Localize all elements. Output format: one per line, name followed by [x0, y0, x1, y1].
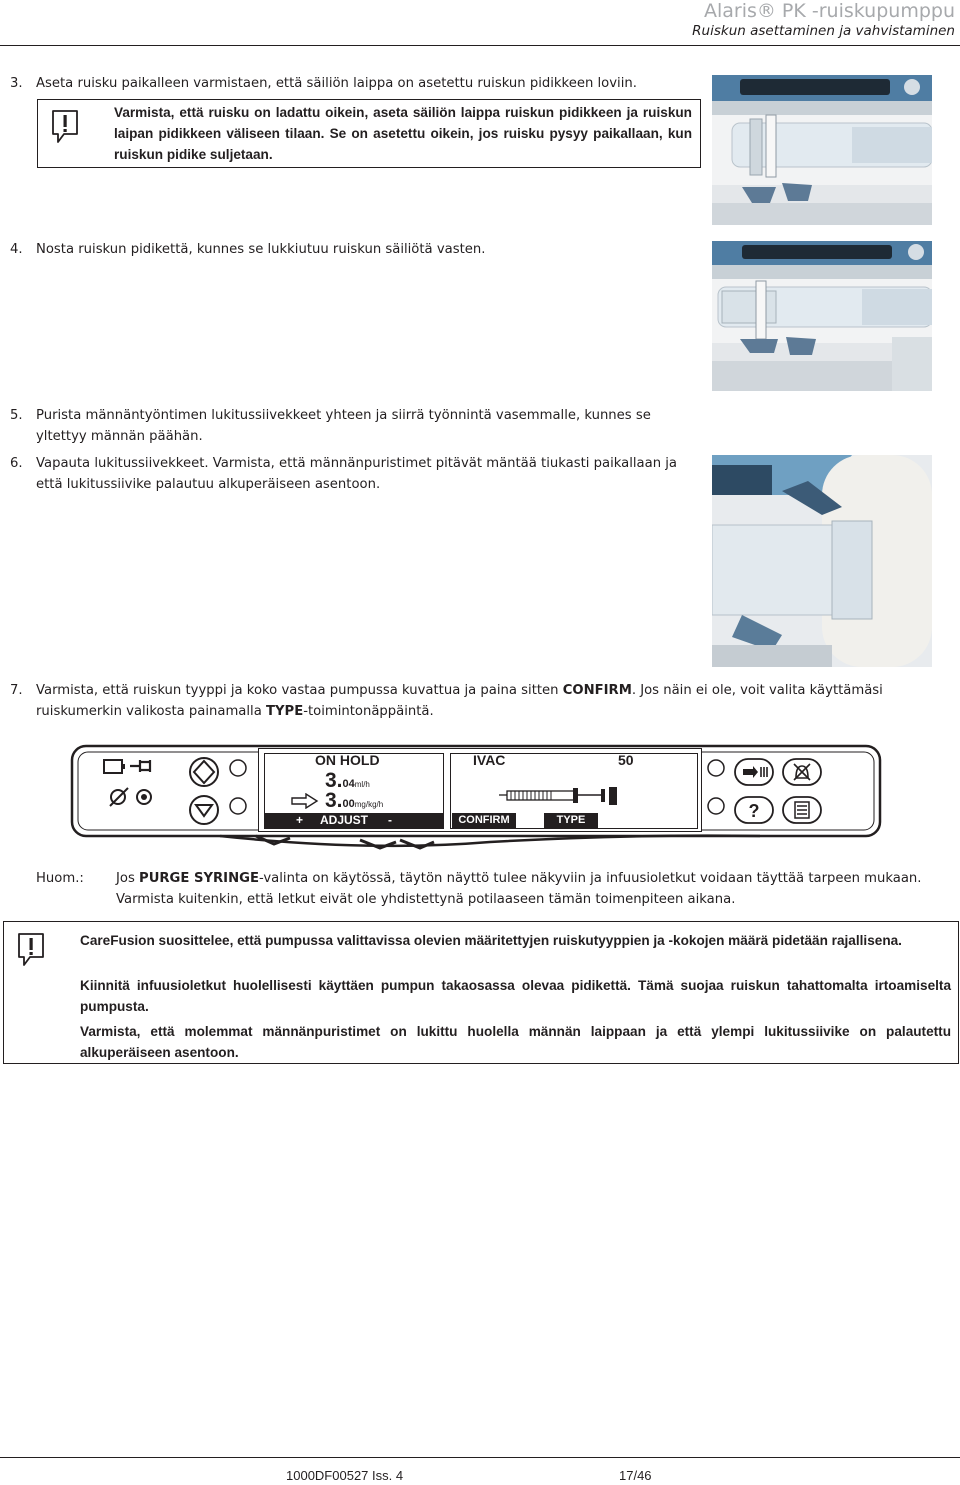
rate-1-decimal: 04 — [342, 778, 355, 790]
step-5-number: 5. — [10, 408, 23, 423]
rate-2-unit: mg/kg/h — [354, 800, 384, 809]
type-keyword: TYPE — [265, 704, 304, 719]
adjust-minus: - — [388, 813, 392, 827]
warning-1-text: Varmista, että ruisku on ladattu oikein, aseta säiliön laippa ruiskun pidikkeen ja ruiskun laipan pidikkeen väliseen tilaan. Se on asetettu oikein, jos ruisku pysyy paikallaan, kun ruiskun pidike suljetaan. — [114, 105, 692, 162]
step-6-text: Vapauta lukitussiivekkeet. Varmista, että männänpuristimet pitävät mäntää tiukasti paikallaan ja että lukitussiivike palautuu alkuperäiseen asentoon. — [36, 456, 678, 492]
rate-1-integer: 3. — [325, 769, 343, 792]
document-number: 1000DF00527 Iss. 4 — [286, 1468, 404, 1483]
confirm-keyword: CONFIRM — [562, 683, 632, 698]
rate-2 — [325, 789, 383, 813]
mode-text: IVAC — [473, 752, 506, 768]
silence-alarm-button[interactable] — [782, 758, 822, 786]
pressure-button[interactable] — [734, 758, 774, 786]
document-subtitle: Ruiskun asettaminen ja vahvistaminen — [692, 23, 955, 39]
confirm-softkey[interactable]: CONFIRM — [452, 813, 516, 828]
pump-front-panel — [70, 744, 884, 854]
syringe-clamp-photo — [712, 241, 932, 391]
purge-syringe-keyword: PURGE SYRINGE — [139, 871, 259, 886]
step-4-text: Nosta ruiskun pidikettä, kunnes se lukkiutuu ruiskun säiliötä vasten. — [36, 242, 486, 257]
on-off-icon — [106, 784, 158, 810]
status-text: ON HOLD — [315, 752, 380, 768]
warning-box-2 — [3, 921, 959, 1064]
step-7-number: 7. — [10, 683, 23, 698]
help-symbol: ? — [748, 801, 760, 821]
step-7-text-c: . Jos näin ei ole, voit valita käyttämäsi ruiskumerkin valikosta painamalla — [36, 683, 883, 719]
options-button[interactable] — [782, 796, 822, 824]
warning-box-1 — [37, 99, 701, 168]
footer-rule — [0, 1457, 960, 1458]
step-7-text — [36, 680, 945, 722]
note-text-c: -valinta on käytössä, täytön näyttö tulee näkyviin ja infuusioletkut voidaan täyttää tarpeen mukaan. Varmista kuitenkin, että letkut eivät ole yhdistettynä potilaaseen tämän toimenpiteen aikana. — [116, 871, 922, 907]
step-6-number: 6. — [10, 456, 23, 471]
syringe-loading-image — [712, 75, 932, 225]
step-7-text-a: Varmista, että ruiskun tyyppi ja koko vastaa pumpussa kuvattua ja paina sitten — [36, 683, 563, 698]
warning-2-para-3: Varmista, että molemmat männänpuristimet on lukittu huolella männän laippaan ja että ylempi lukitussiivike on palautettu alkuperäiseen asentoon. — [80, 1024, 951, 1060]
step-7 — [10, 680, 945, 719]
syringe-loading-photo — [712, 75, 932, 225]
syringe-clamp-image — [712, 241, 932, 391]
note-text — [116, 868, 956, 910]
rate-2-decimal: 00 — [342, 798, 355, 810]
step-7-text-e: -toimintonäppäintä. — [303, 704, 434, 719]
syringe-icon — [499, 785, 619, 807]
lcd-display — [258, 748, 702, 832]
warning-2-para-1: CareFusion suosittelee, että pumpussa valittavissa olevien määritettyjen ruiskutyyppien ja -kokojen määrä pidetään rajallisena. — [80, 933, 902, 948]
step-4-number: 4. — [10, 242, 23, 257]
warning-2-para-2: Kiinnitä infuusioletkut huolellisesti käyttäen pumpun takaosassa olevaa pidikettä. Tämä suojaa ruiskun tahattomalta irtoamiselta pumpusta. — [80, 978, 951, 1014]
step-5 — [10, 405, 700, 444]
note-label: Huom.: — [36, 871, 84, 886]
ac-power-battery-icon — [102, 756, 158, 778]
page-number: 17/46 — [619, 1468, 652, 1483]
adjust-plus: + — [296, 813, 304, 827]
type-softkey[interactable]: TYPE — [544, 813, 598, 828]
plunger-clamp-photo — [712, 455, 932, 667]
rate-1-unit: ml/h — [354, 780, 370, 789]
step-3-number: 3. — [10, 76, 23, 91]
document-title: Alaris® PK -ruiskupumppu — [703, 0, 955, 22]
header-rule — [0, 45, 960, 46]
rate-2-integer: 3. — [325, 789, 343, 812]
step-3 — [10, 73, 710, 94]
arrow-icon — [291, 793, 319, 809]
step-5-text: Purista männäntyöntimen lukitussiivekkeet yhteen ja siirrä työnnintä vasemmalle, kunnes se yltettyy männän päähän. — [36, 408, 651, 444]
right-indent-circles — [706, 756, 726, 820]
note-text-a: Jos — [116, 871, 140, 886]
step-6 — [10, 453, 700, 492]
warning-icon-2 — [16, 932, 46, 968]
step-4 — [10, 239, 700, 260]
adjust-label: ADJUST — [320, 813, 369, 827]
adjust-softkey-bar[interactable] — [264, 813, 443, 828]
side-indent-circles — [228, 756, 248, 820]
syringe-size-text: 50 — [618, 752, 634, 768]
plunger-clamp-image — [712, 455, 932, 667]
help-button[interactable] — [734, 796, 774, 824]
run-stop-buttons — [178, 756, 230, 828]
step-3-text: Aseta ruisku paikalleen varmistaen, että säiliön laippa on asetettu ruiskun pidikkeen loviin. — [36, 76, 637, 91]
warning-icon — [50, 109, 80, 145]
